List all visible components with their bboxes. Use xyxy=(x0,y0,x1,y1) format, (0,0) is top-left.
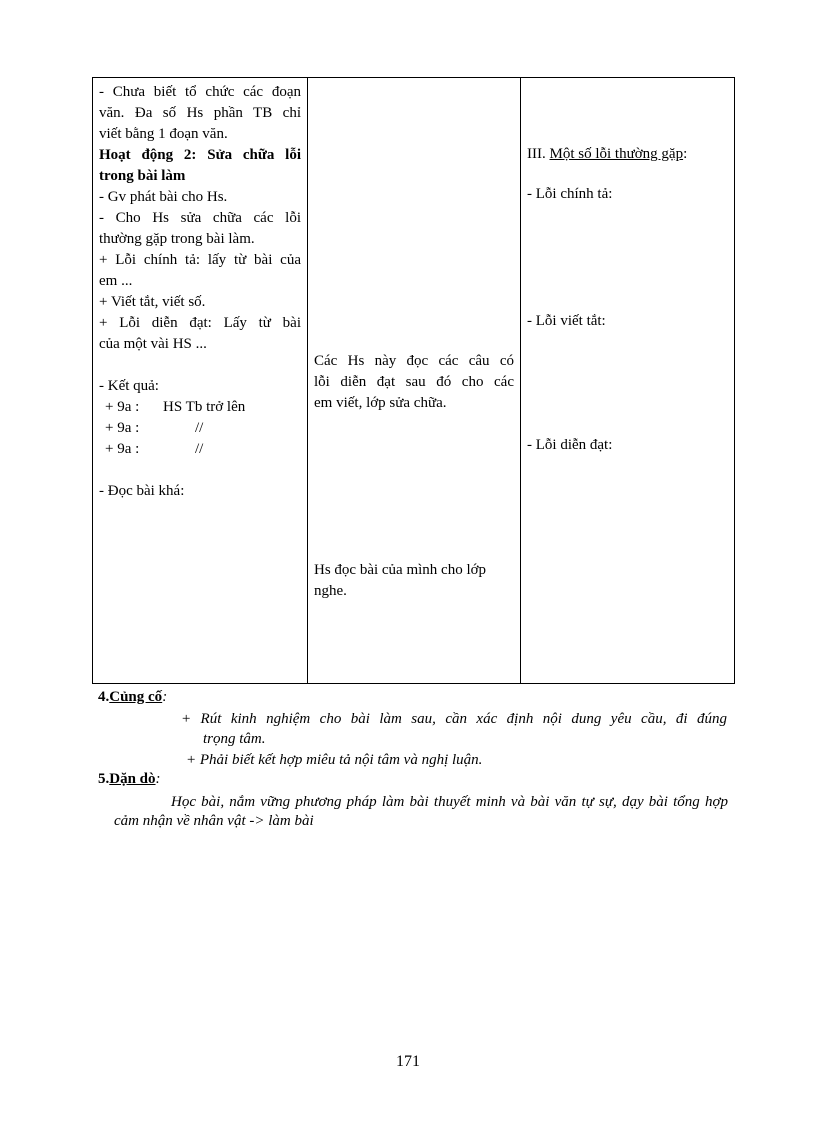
result-text: HS Tb trở lên xyxy=(163,399,246,415)
result-row xyxy=(99,418,301,439)
text-line: viết bằng 1 đoạn văn. xyxy=(99,126,228,142)
text-line: - Gv phát bài cho Hs. xyxy=(99,189,228,205)
lesson-table xyxy=(92,77,735,684)
text-line: - Kết quả: xyxy=(99,378,159,394)
homework-line: Học bài, nắm vững phương pháp làm bài thuyết minh và bài văn tự sự, dạy bài tổng hợp xyxy=(171,794,728,810)
heading-text: Một số lỗi thường gặp xyxy=(549,146,684,162)
section-colon: : xyxy=(162,689,168,705)
page-number: 171 xyxy=(396,1053,420,1070)
text-line: Hs đọc bài của mình cho lớp xyxy=(314,562,487,578)
text-line: - Chưa biết tổ chức các đoạn xyxy=(99,84,301,100)
error-item: - Lỗi viết tắt: xyxy=(527,313,606,329)
heading-suffix: : xyxy=(683,146,688,162)
bullet-line: trọng tâm. xyxy=(203,731,266,747)
text-line: + Lỗi diễn đạt: Lấy từ bài xyxy=(99,315,301,331)
activity-heading: Hoạt động 2: Sửa chữa lỗi xyxy=(99,147,301,163)
section-heading xyxy=(527,144,728,165)
text-line: của một vài HS ... xyxy=(99,336,207,352)
text-line: em ... xyxy=(99,273,133,289)
bullet-line: + Phải biết kết hợp miêu tả nội tâm và nghị luận. xyxy=(186,752,483,768)
text-line: + Lỗi chính tả: lấy từ bài của xyxy=(99,252,301,268)
bullet-line: + Rút kinh nghiệm cho bài làm sau, cần xác định nội dung yêu cầu, đi đúng xyxy=(181,711,727,727)
text-line: lỗi diễn đạt sau đó cho các xyxy=(314,374,514,390)
student-paragraph xyxy=(314,560,514,602)
result-row xyxy=(99,397,301,418)
text-line: - Đọc bài khá: xyxy=(99,483,185,499)
text-line: nghe. xyxy=(314,583,347,599)
result-class: + 9a : xyxy=(105,441,140,457)
student-paragraph xyxy=(314,351,514,414)
heading-prefix: III. xyxy=(527,146,550,162)
section-title: Củng cố xyxy=(109,689,163,705)
result-class: + 9a : xyxy=(105,399,140,415)
activity-heading: trong bài làm xyxy=(99,168,186,184)
text-line: em viết, lớp sửa chữa. xyxy=(314,395,447,411)
section-number: 5. xyxy=(98,771,110,787)
teacher-activity-column xyxy=(93,78,307,683)
section-colon: : xyxy=(155,771,161,787)
section-4-heading xyxy=(98,689,167,706)
text-line: văn. Đa số Hs phần TB chỉ xyxy=(99,105,301,121)
error-item: - Lỗi diễn đạt: xyxy=(527,437,613,453)
result-text: // xyxy=(195,441,204,457)
section-5-heading xyxy=(98,771,161,788)
section-title: Dặn dò xyxy=(109,771,156,787)
text-line: - Cho Hs sửa chữa các lỗi xyxy=(99,210,301,226)
error-item: - Lỗi chính tả: xyxy=(527,186,613,202)
content-column xyxy=(521,78,734,683)
text-line: Các Hs này đọc các câu có xyxy=(314,353,514,369)
result-text: // xyxy=(195,420,204,436)
section-number: 4. xyxy=(98,689,110,705)
text-line: thường gặp trong bài làm. xyxy=(99,231,255,247)
result-class: + 9a : xyxy=(105,420,140,436)
homework-line: cảm nhận về nhân vật -> làm bài xyxy=(114,813,314,829)
student-activity-column xyxy=(308,78,520,683)
text-line: + Viết tắt, viết số. xyxy=(99,294,206,310)
result-row xyxy=(99,439,301,460)
